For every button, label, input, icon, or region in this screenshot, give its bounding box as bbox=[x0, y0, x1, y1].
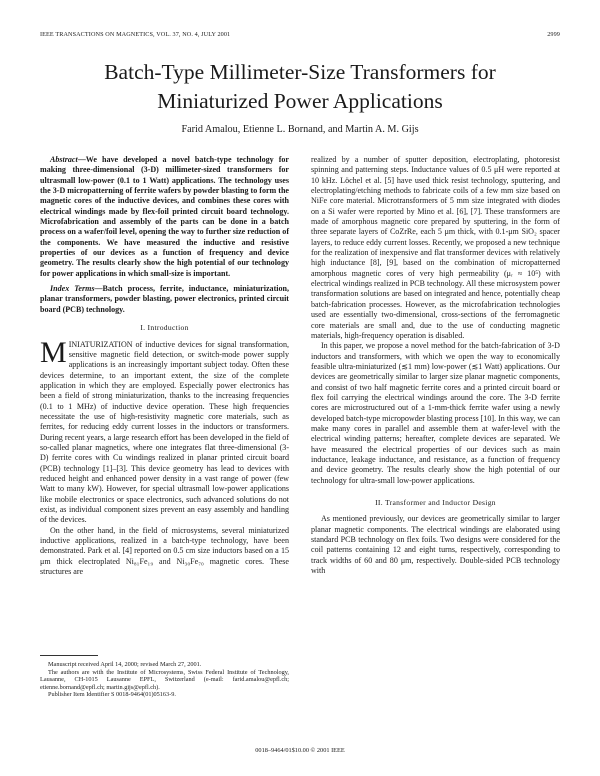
footnotes bbox=[40, 661, 289, 699]
intro-paragraph-1-text: INIATURIZATION of inductive devices for signal transformation, sensitive magnetic field detection, or switch-mode power supply applications is an increasingly important subject today. Often these devices determine, to an important extent, the size of the complete application in which they are employed. Especially power electronics has been a field of strong miniaturization, thanks to the increasing frequencies (0.1 to 1 MHz) of inductive device operation. These high frequencies necessitate the use of high-resistivity magnetic core materials, such as ferrites, for reducing eddy current losses in the inductors or transformers. During recent years, a large research effort has been developed in the field of so-called planar magnetics, where one integrates flat three-dimensional (3-D) ferrite cores with Cu windings realized in planar printed circuit board (PCB) technology [1]–[3]. This device geometry has lead to devices with reduced height and enhanced power density in a vast range of power (few Watt to many kW). However, for special ultrasmall low-power applications like mobile electronics or space electronics, such advanced solutions do not exist, as individual component sizes prevent an easy assembly and handling of the devices. bbox=[40, 339, 289, 525]
title-line-1: Batch-Type Millimeter-Size Transformers for bbox=[104, 60, 496, 84]
abstract-text: —We have developed a novel batch-type technology for making three-dimensional (3-D) millimeter-sized transformers for ultrasmall low-power (0.1 to 1 Watt) applications. The technology uses the 3-D micropatterning of ferrite wafers by powder blasting to form the magnetic cores of the inductive devices, and combines these cores with electrical windings made by flex-foil printed circuit board technology. Microfabrication and assembly of the parts can be done in a batch process on a wafer/foil level, opening the way to further size reduction of the components. We have measured the inductive and resistive properties of our devices as a function of frequency and device geometry. The results clearly show the high potential of our technology for power applications in which small-size is important. bbox=[40, 155, 289, 278]
intro-paragraph-1 bbox=[40, 335, 289, 526]
index-terms-lead: Index Terms bbox=[50, 284, 95, 294]
abstract-lead: Abstract bbox=[50, 155, 78, 164]
section-heading-design: II. Transformer and Inductor Design bbox=[375, 498, 496, 507]
right-paragraph-2: In this paper, we propose a novel method for the batch-fabrication of 3-D inductors and transformers, with which we open the way to economically feasible ultra-miniaturized (≲1 mm) low-power (≲1 Watt) applications. Our devices are geometrically similar to larger size planar magnetic components, and consist of two half magnetic ferrite cores and a printed circuit board or flex foil carrying the electrical windings around the core. The 3-D ferrite cores are microstructured out of a 1-mm-thick ferrite wafer using a newly developed batch-type micropowder blasting process [10]. In this way, we can make many cores in parallel and assemble them at wafer-level with the electrical winding patterns; hereafter, complete devices are separated. We have measured the electrical properties of our devices such as main inductance, leakage inductance, and resistance, as a function of frequency and device geometry. The results clearly show the high potential of our technology for ultra-small low-power applications. bbox=[311, 341, 560, 485]
running-head bbox=[40, 31, 560, 38]
title-line-2: Miniaturized Power Applications bbox=[157, 89, 443, 113]
index-terms-text: —Batch process, ferrite, inductance, miniaturization, planar transformers, powder blasting, power electronics, printed circuit board (PCB) technology. bbox=[40, 284, 290, 314]
index-terms bbox=[40, 284, 289, 315]
footnote-divider bbox=[40, 655, 98, 656]
author-list: Farid Amalou, Etienne L. Bornand, and Martin A. M. Gijs bbox=[181, 124, 419, 135]
right-paragraph-3: As mentioned previously, our devices are geometrically similar to larger planar magnetic components. The electrical windings are elaborated using standard PCB technology on flex foils. Two designs were considered for the coil patterns containing 12 and eight turns, respectively, corresponding to track widths of 60 and 80 μm, respectively. Double-sided PCB technology with bbox=[311, 514, 560, 576]
paper-title bbox=[40, 58, 560, 116]
footnote-received: Manuscript received April 14, 2000; revised March 27, 2001. bbox=[48, 661, 202, 668]
drop-cap: M bbox=[40, 335, 67, 369]
page-number: 2999 bbox=[547, 31, 560, 38]
right-column bbox=[311, 155, 560, 576]
copyright-line: 0018–9464/01$10.00 © 2001 IEEE bbox=[255, 747, 345, 754]
right-paragraph-1: realized by a number of sputter deposition, electroplating, photoresist spinning and patterning steps. Inductance values of 0.5 μH were reported at 10 kHz. Löchel et al. [5] have used thick resist technology, sputtering, and electroplating/etching methods to fabricate coils of a few mm size based on NiFe core material. Microtransformers of 5 mm size integrated with diodes on a Si wafer were reported by Mino et al. [6], [7]. These transformers are made of amorphous magnetic core prepared by sputtering, in the form of three separate layers of CoZrRe, each 5 μm thick, with 0.1-μm SiO₂ spacer layers, to reduce eddy current losses. Recently, we proposed a new technique for the realization of inexpensive and flat transformer devices with relatively high inductance [8], [9], based on the combination of micropatterned amorphous magnetic cores of very high permeability (μᵣ ≈ 10⁵) with electrical windings realized in PCB technology. All these microsystem power transformation solutions are based on integrated and hence, potentially cheap batch-fabrication processes. However, as the microfabrication technologies used are essentially two-dimensional, cross-sections of the ferromagnetic core materials are small and, due to the use of conducting magnetic materials, high-frequency operation is disabled. bbox=[311, 155, 560, 340]
footnote-affiliation: The authors are with the Institute of Microsystems, Swiss Federal Institute of Technology, Lausanne, CH-1015 Lausanne EPFL, Switzerland (e-mail: farid.amalou@epfl.ch; etienne.bornand@epfl.ch; martin.gijs@epfl.ch). bbox=[40, 668, 289, 691]
intro-paragraph-2: On the other hand, in the field of microsystems, several miniaturized inductive applications, realized in a batch-type technology, have been demonstrated. Park et al. [4] reported on 0.5 cm size inductors based on a 15 μm thick electroplated Ni₈₁Fe₁₉ and Ni₃₀Fe₇₀ magnetic cores. These structures are bbox=[40, 525, 289, 577]
abstract bbox=[40, 155, 289, 279]
footnote-identifier: Publisher Item Identifier S 0018-9464(01)05163-9. bbox=[48, 691, 176, 699]
journal-name: IEEE TRANSACTIONS ON MAGNETICS, VOL. 37, NO. 4, JULY 2001 bbox=[40, 31, 231, 38]
section-heading-introduction: I. Introduction bbox=[140, 323, 189, 333]
left-column bbox=[40, 155, 289, 577]
